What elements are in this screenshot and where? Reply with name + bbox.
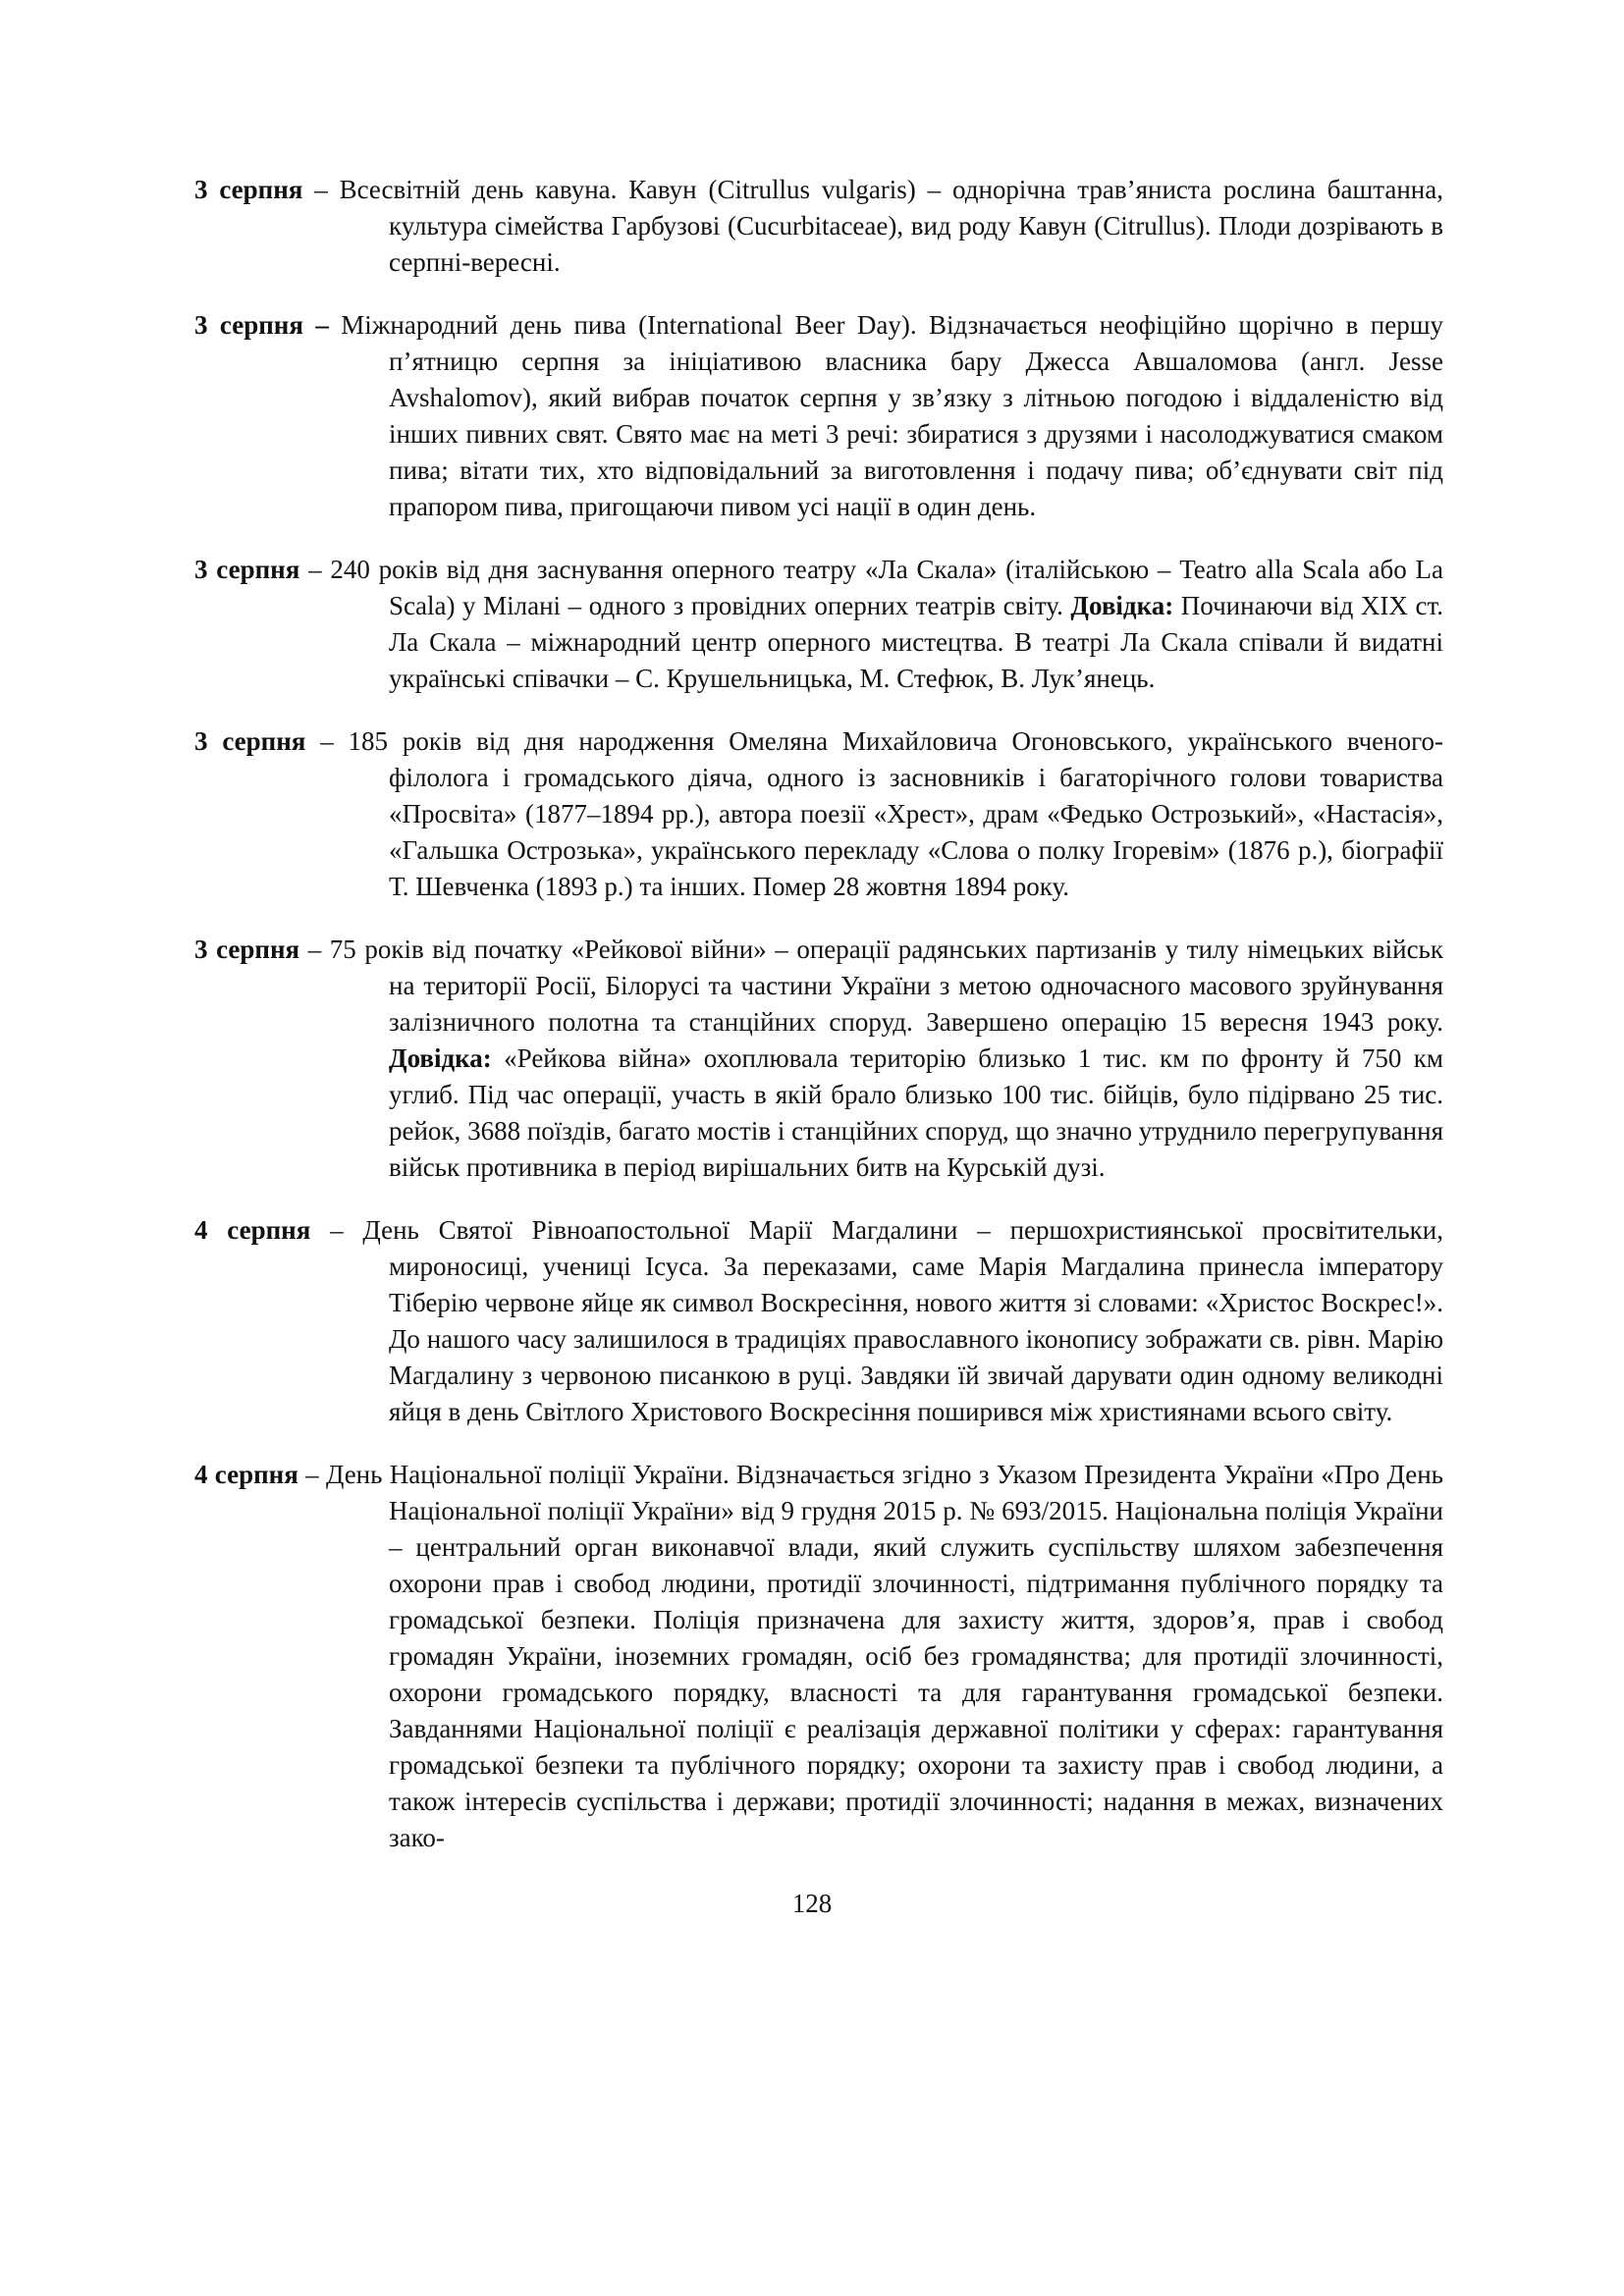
calendar-entry bbox=[194, 1457, 1443, 1856]
entry-date: 3 серпня bbox=[194, 726, 306, 756]
calendar-entry bbox=[194, 552, 1443, 697]
entry-date: 4 серпня bbox=[194, 1460, 298, 1489]
entry-text: – 240 років від дня заснування оперного театру «Ла Скала» (італійською – Teatro alla Scala або La Scala) у Мілані – одного з провідних оперних театрів світу. bbox=[299, 555, 1443, 620]
reference-label: Довідка: bbox=[389, 1043, 492, 1073]
document-page bbox=[194, 145, 1443, 1866]
entry-date: 3 серпня – bbox=[194, 310, 329, 340]
entry-text-continued: «Рейкова війна» охоплювала територію близько 1 тис. км по фронту й 750 км углиб. Під час операції, участь в якій брало близько 100 тис. бійців, було підірвано 25 тис. рейок, 3688 поїздів, багато мостів і станційних споруд, що значно утруднило перегрупування військ противника в період вирішальних битв на Курській дузі. bbox=[389, 1043, 1443, 1182]
entry-text: – 185 років від дня народження Омеляна Михайловича Огоновського, українського вченого-філолога і громадського діяча, одного із засновників і багаторічного голови товариства «Просвіта» (1877–1894 рр.), автора поезії «Хрест», драм «Федько Острозький», «Настасія», «Гальшка Острозька», українського перекладу «Слова о полку Ігоревім» (1876 р.), біографії Т. Шевченка (1893 р.) та інших. Помер 28 жовтня 1894 року. bbox=[305, 726, 1443, 901]
entry-text: – 75 років від початку «Рейкової війни» – операції радянських партизанів у тилу німецьких військ на території Росії, Білорусі та частини України з метою одночасного масового зруйнування залізничного полотна та станційних споруд. Завершено операцію 15 вересня 1943 року. bbox=[299, 934, 1443, 1037]
calendar-entry bbox=[194, 723, 1443, 905]
entry-date: 3 серпня bbox=[194, 934, 300, 964]
calendar-entry bbox=[194, 932, 1443, 1186]
entry-date: 4 серпня bbox=[194, 1215, 311, 1245]
entry-text: – Всесвітній день кавуна. Кавун (Citrullus vulgaris) – однорічна трав’яниста рослина баштанна, культура сімейства Гарбузові (Cucurbitaceae), вид роду Кавун (Citrullus). Плоди дозрівають в серпні-вересні. bbox=[302, 175, 1443, 277]
calendar-entry bbox=[194, 172, 1443, 281]
entry-text: – День Національної поліції України. Відзначається згідно з Указом Президента України «Про День Національної поліції України» від 9 грудня 2015 р. № 693/2015. Національна поліція України – центральний орган виконавчої влади, який служить суспільству шляхом забезпечення охорони прав і свобод людини, протидії злочинності, підтримання публічного порядку та громадської безпеки. Поліція призначена для захисту життя, здоров’я, прав і свобод громадян України, іноземних громадян, осіб без громадянства; для протидії злочинності, охорони громадського порядку, власності та для гарантування громадської безпеки. Завданнями Національної поліції є реалізація державної політики у сферах: гарантування громадської безпеки та публічного порядку; охорони та захисту прав і свобод людини, а також інтересів суспільства і держави; протидії злочинності; надання в межах, визначених зако- bbox=[298, 1460, 1443, 1852]
entry-date: 3 серпня bbox=[194, 555, 300, 584]
entry-date: 3 серпня bbox=[194, 175, 303, 204]
page-number: 128 bbox=[791, 1889, 833, 1918]
reference-label: Довідка: bbox=[1070, 591, 1174, 620]
entry-text-continued: Починаючи від XIX ст. Ла Скала – міжнародний центр оперного мистецтва. В театрі Ла Скала співали й видатні українські співачки – С. Крушельницька, М. Стефюк, В. Лук’янець. bbox=[389, 591, 1443, 693]
calendar-entry bbox=[194, 1212, 1443, 1430]
calendar-entry bbox=[194, 307, 1443, 525]
entry-text: Міжнародний день пива (International Beer Day). Відзначається неофіційно щорічно в першу п’ятницю серпня за ініціативою власника бару Джесса Авшаломова (англ. Jesse Avshalomov), який вибрав початок серпня у зв’язку з літньою погодою і віддаленістю від інших пивних свят. Свято має на меті 3 речі: збиратися з друзями і насолоджуватися смаком пива; вітати тих, хто відповідальний за виготовлення і подачу пива; об’єднувати світ під прапором пива, пригощаючи пивом усі нації в один день. bbox=[328, 310, 1443, 521]
entry-text: – День Святої Рівноапостольної Марії Магдалини – першохристиянської просвітительки, мироносиці, учениці Ісуса. За переказами, саме Марія Магдалина принесла імператору Тіберію червоне яйце як символ Воскресіння, нового життя зі словами: «Христос Воскрес!». До нашого часу залишилося в традиціях православного іконопису зображати св. рівн. Марію Магдалину з червоною писанкою в руці. Завдяки їй звичай дарувати один одному великодні яйця в день Світлого Христового Воскресіння поширився між християнами всього світу. bbox=[310, 1215, 1443, 1426]
